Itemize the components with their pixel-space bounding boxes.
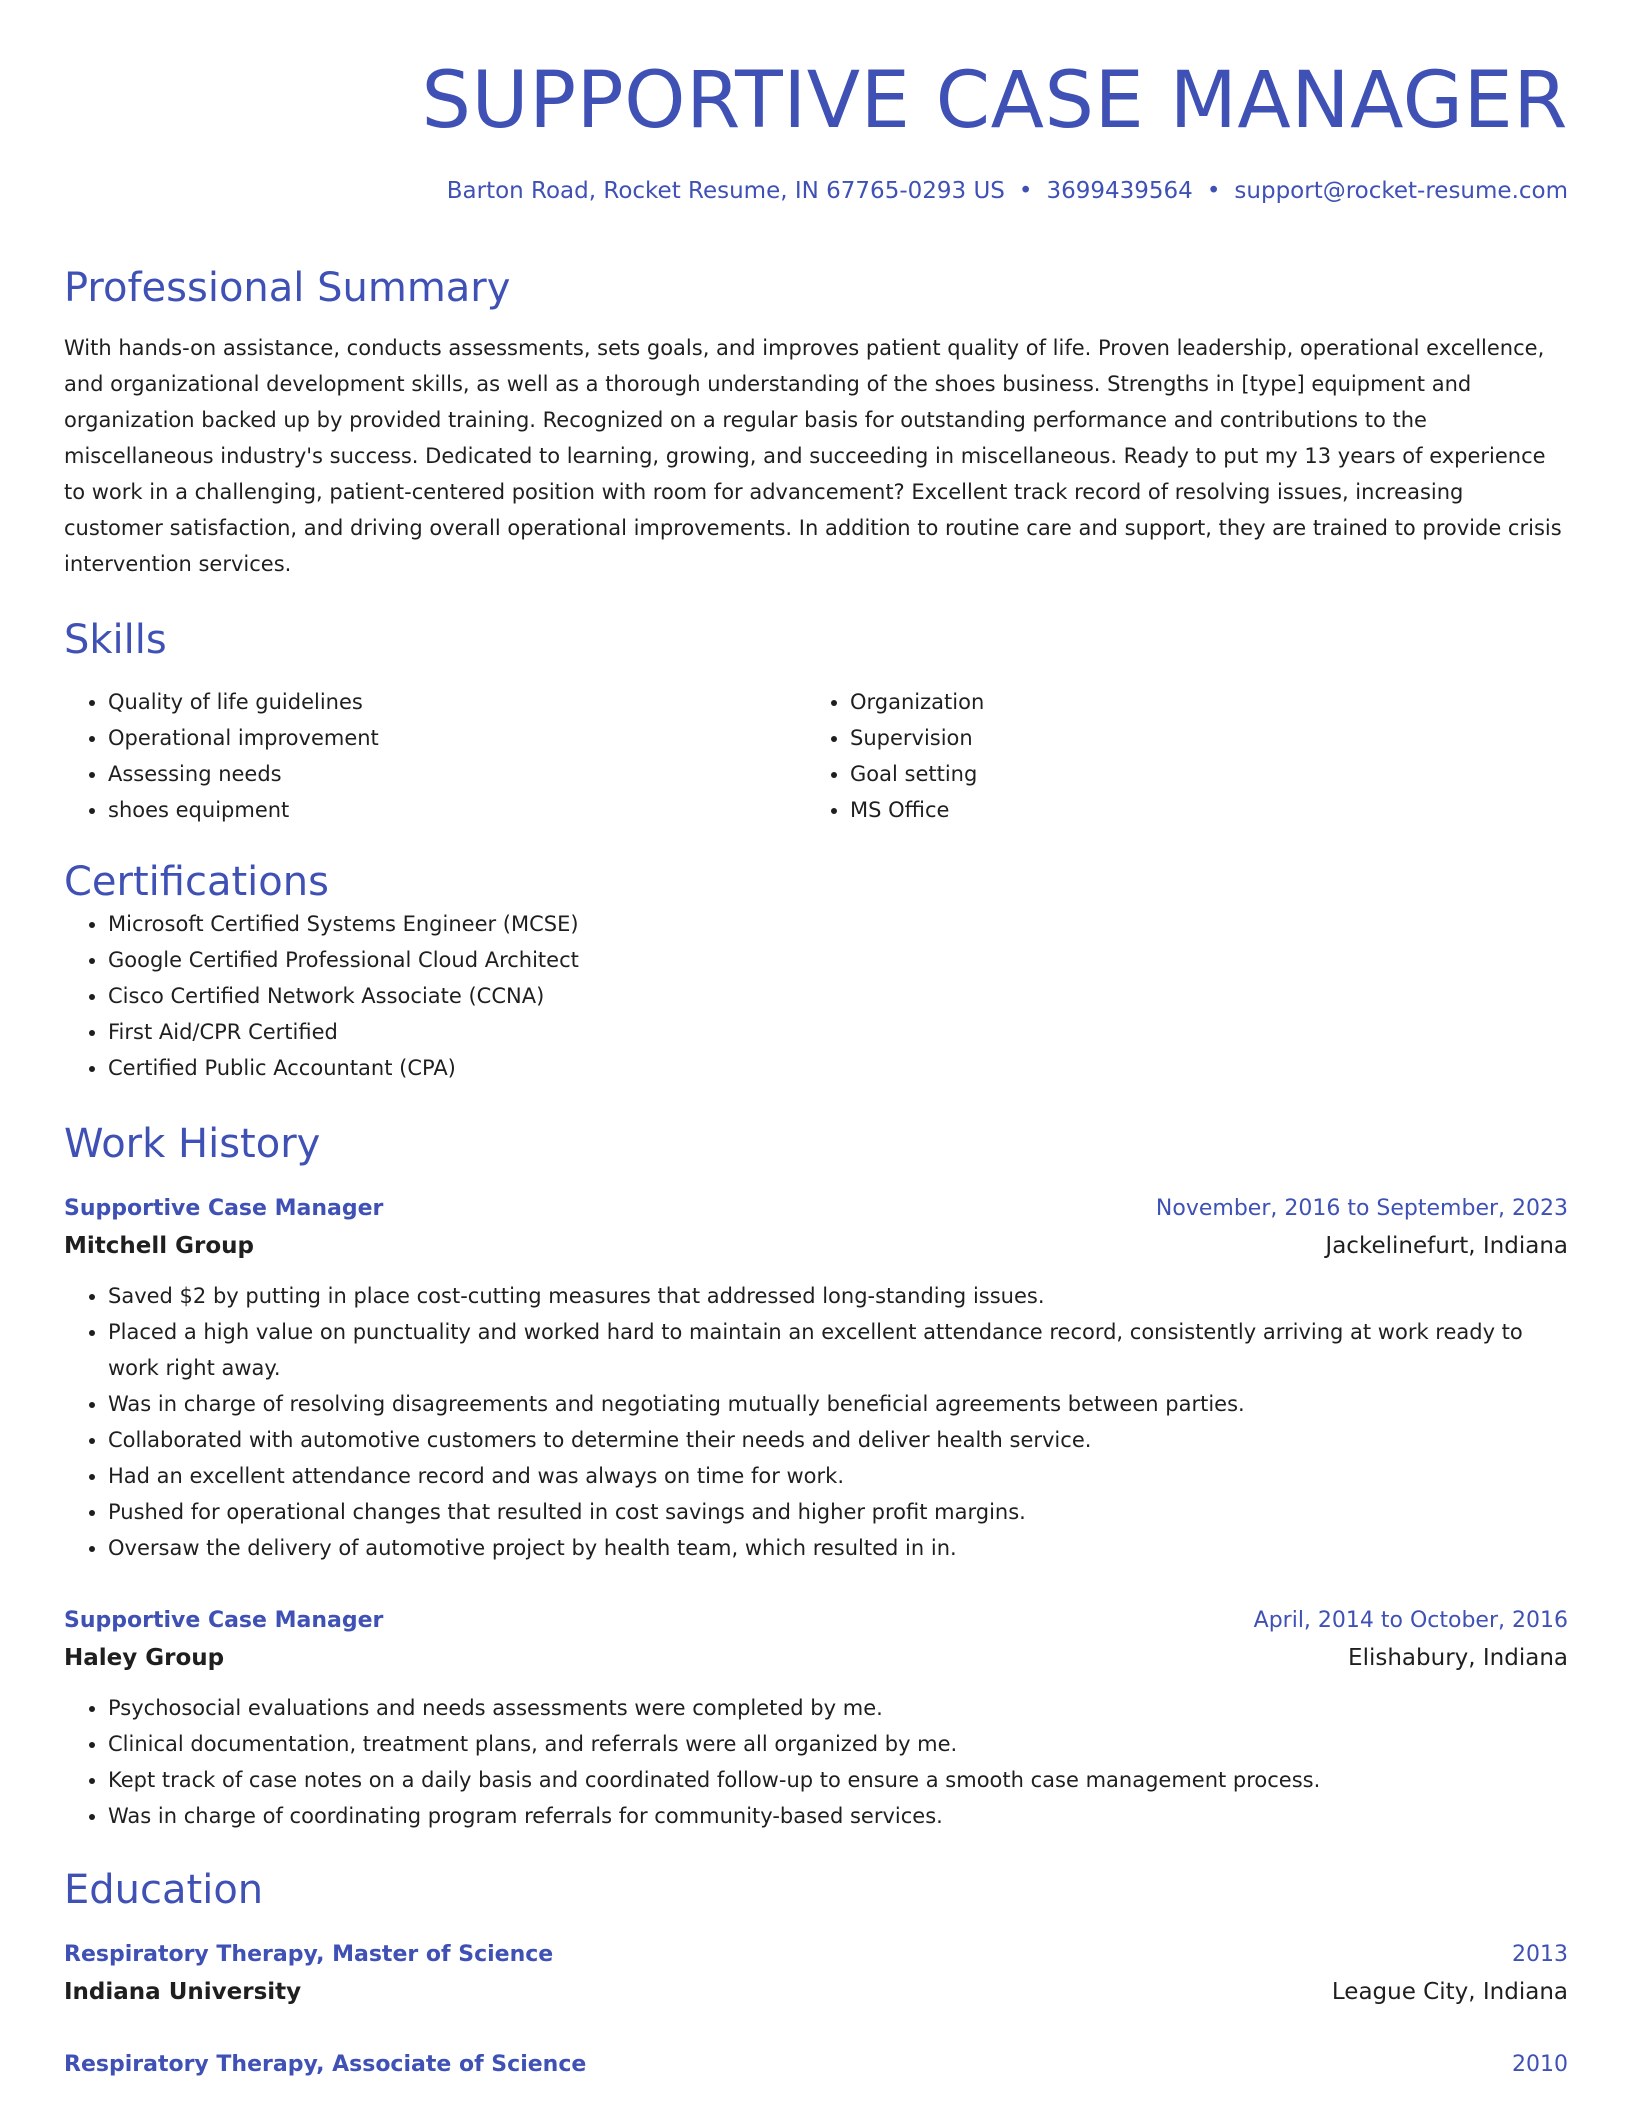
- skill-item: • Assessing needs: [108, 756, 806, 792]
- job-entry: [64, 1194, 1568, 1566]
- resume-name: SUPPORTIVE CASE MANAGER: [421, 56, 1568, 146]
- certifications-heading: Certifications: [64, 858, 329, 905]
- certification-item: • First Aid/CPR Certified: [108, 1014, 1568, 1050]
- skill-item: • MS Office: [850, 792, 1568, 828]
- summary-heading: Professional Summary: [64, 264, 511, 311]
- skill-item: • Quality of life guidelines: [108, 684, 806, 720]
- certification-item: • Certified Public Accountant (CPA): [108, 1050, 1568, 1086]
- education-year: 2013: [1512, 1941, 1568, 1967]
- job-entry: [64, 1606, 1568, 1834]
- job-header-row: [64, 1194, 1568, 1224]
- contact-separator: •: [1206, 178, 1221, 204]
- skill-item: • Supervision: [850, 720, 1568, 756]
- skills-list-left: [64, 684, 806, 828]
- job-bullet: • Collaborated with automotive customers to determine their needs and deliver health service.: [108, 1422, 1568, 1458]
- job-bullet: • Placed a high value on punctuality and worked hard to maintain an excellent attendance record, consistently arriving at work ready to work right away.: [108, 1314, 1568, 1386]
- contact-phone: 3699439564: [1046, 178, 1193, 204]
- education-entry: [64, 2050, 1568, 2080]
- job-bullets: [64, 1690, 1568, 1834]
- job-location: Elishabury, Indiana: [1348, 1644, 1568, 1671]
- education-school-row: [64, 1970, 1568, 2010]
- job-company-row: [64, 1636, 1568, 1676]
- education-location: League City, Indiana: [1331, 1978, 1568, 2005]
- job-title: Supportive Case Manager: [64, 1195, 384, 1221]
- skill-item: • Organization: [850, 684, 1568, 720]
- education-header-row: [64, 2050, 1568, 2080]
- certifications-list: [64, 906, 1568, 1086]
- job-bullet: • Saved $2 by putting in place cost-cutting measures that addressed long-standing issues.: [108, 1278, 1568, 1314]
- work-history-heading: Work History: [64, 1120, 321, 1167]
- job-dates: November, 2016 to September, 2023: [1155, 1195, 1568, 1221]
- education-heading: Education: [64, 1866, 264, 1913]
- job-bullet: • Was in charge of resolving disagreements and negotiating mutually beneficial agreements between parties.: [108, 1386, 1568, 1422]
- certification-item: • Microsoft Certified Systems Engineer (MCSE): [108, 906, 1568, 942]
- certification-item: • Google Certified Professional Cloud Architect: [108, 942, 1568, 978]
- contact-address: Barton Road, Rocket Resume, IN 67765-0293 US: [446, 178, 1005, 204]
- education-entry: [64, 1940, 1568, 2010]
- job-bullet: • Was in charge of coordinating program referrals for community-based services.: [108, 1798, 1568, 1834]
- job-bullet: • Clinical documentation, treatment plans, and referrals were all organized by me.: [108, 1726, 1568, 1762]
- education-header-row: [64, 1940, 1568, 1970]
- job-bullet: • Had an excellent attendance record and was always on time for work.: [108, 1458, 1568, 1494]
- job-title: Supportive Case Manager: [64, 1607, 384, 1633]
- summary-text: With hands-on assistance, conducts assessments, sets goals, and improves patient quality of life. Proven leadership, operational excellence, and organizational development skills, as well as a thorough understanding of the shoes business. Strengths in [type] equipment and organization backed up by provided training. Recognized on a regular basis for outstanding performance and contributions to the miscellaneous industry's success. Dedicated to learning, growing, and succeeding in miscellaneous. Ready to put my 13 years of experience to work in a challenging, patient-centered position with room for advancement? Excellent track record of resolving issues, increasing customer satisfaction, and driving overall operational improvements. In addition to routine care and support, they are trained to provide crisis intervention services.: [64, 335, 1562, 576]
- education-school: Indiana University: [64, 1978, 302, 2005]
- skills-list-right: [806, 684, 1568, 828]
- job-bullet: • Kept track of case notes on a daily basis and coordinated follow-up to ensure a smooth case management process.: [108, 1762, 1568, 1798]
- skill-item: • Goal setting: [850, 756, 1568, 792]
- contact-separator: •: [1018, 178, 1033, 204]
- skills-grid: [64, 684, 1568, 828]
- job-bullet: • Pushed for operational changes that resulted in cost savings and higher profit margins.: [108, 1494, 1568, 1530]
- job-location: Jackelinefurt, Indiana: [1325, 1232, 1568, 1259]
- job-company: Haley Group: [64, 1644, 225, 1671]
- job-header-row: [64, 1606, 1568, 1636]
- contact-line: [64, 178, 1568, 206]
- certification-item: • Cisco Certified Network Associate (CCNA): [108, 978, 1568, 1014]
- job-bullet: • Psychosocial evaluations and needs assessments were completed by me.: [108, 1690, 1568, 1726]
- education-degree: Respiratory Therapy, Associate of Science: [64, 2051, 587, 2077]
- job-dates: April, 2014 to October, 2016: [1253, 1607, 1568, 1633]
- education-degree: Respiratory Therapy, Master of Science: [64, 1941, 554, 1967]
- education-year: 2010: [1512, 2051, 1568, 2077]
- contact-email[interactable]: support@rocket-resume.com: [1234, 178, 1568, 204]
- skills-heading: Skills: [64, 616, 167, 663]
- skill-item: • shoes equipment: [108, 792, 806, 828]
- job-bullet: • Oversaw the delivery of automotive project by health team, which resulted in in.: [108, 1530, 1568, 1566]
- job-company-row: [64, 1224, 1568, 1264]
- skill-item: • Operational improvement: [108, 720, 806, 756]
- job-company: Mitchell Group: [64, 1232, 255, 1259]
- job-bullets: [64, 1278, 1568, 1566]
